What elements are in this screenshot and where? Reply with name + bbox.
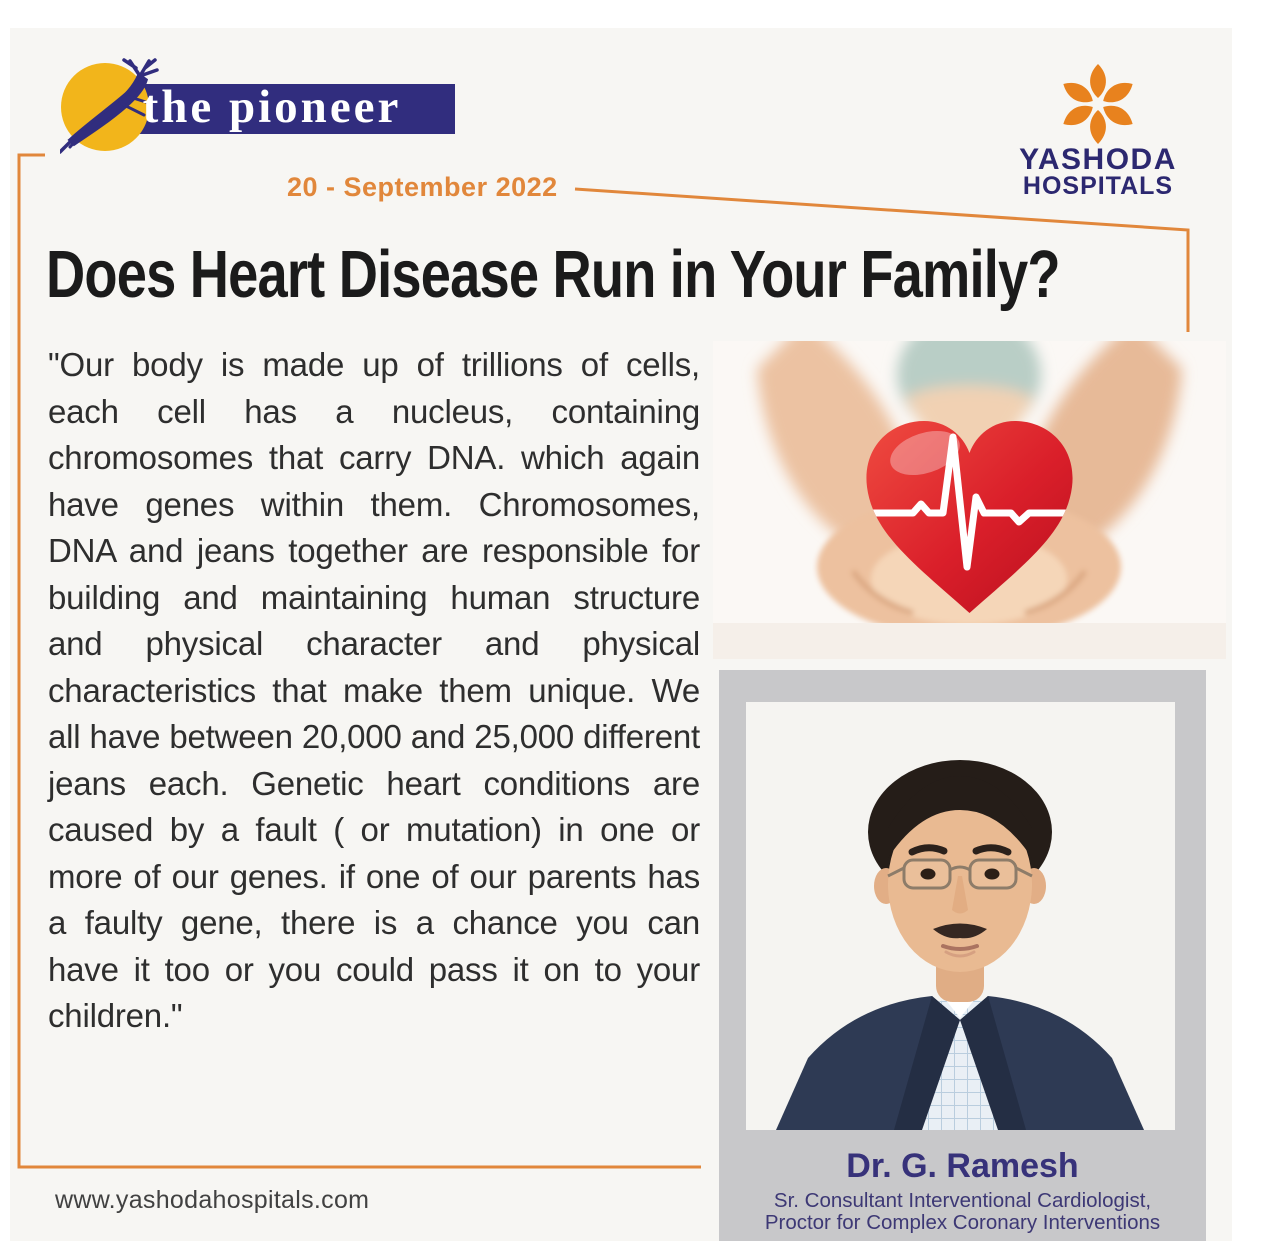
newspaper-name: the pioneer (142, 81, 402, 133)
heart-in-hands-photo (713, 341, 1226, 659)
hospital-name-line1: YASHODA (1019, 143, 1177, 176)
six-petal-flower-icon (1056, 62, 1140, 146)
article-headline: Does Heart Disease Run in Your Family? (46, 237, 1060, 312)
doctor-name: Dr. G. Ramesh (846, 1147, 1079, 1185)
doctor-portrait-photo (746, 702, 1175, 1130)
article-body-text: "Our body is made up of trillions of cells, each cell has a nucleus, containing chromosomes that carry DNA. which again have genes within them. Chromosomes, DNA and jeans together are responsible for building and maintaining human structure and physical character and physical characteristics that make them unique. We all have between 20,000 and 25,000 different jeans each. Genetic heart conditions are caused by a fault ( or mutation) in one or more of our genes. if one of our parents has a faulty gene, there is a chance you can have it too or you could pass it on to your children." (48, 346, 700, 1034)
doctor-title-line1: Sr. Consultant Interventional Cardiologist, (773, 1189, 1152, 1212)
hospital-website-url: www.yashodahospitals.com (55, 1186, 370, 1214)
pioneer-masthead-logo (60, 58, 460, 158)
publication-date: 20 - September 2022 (287, 172, 558, 202)
hospital-name-line2: HOSPITALS (1022, 172, 1174, 200)
doctor-title-line2: Proctor for Complex Coronary Interventions (764, 1211, 1161, 1234)
